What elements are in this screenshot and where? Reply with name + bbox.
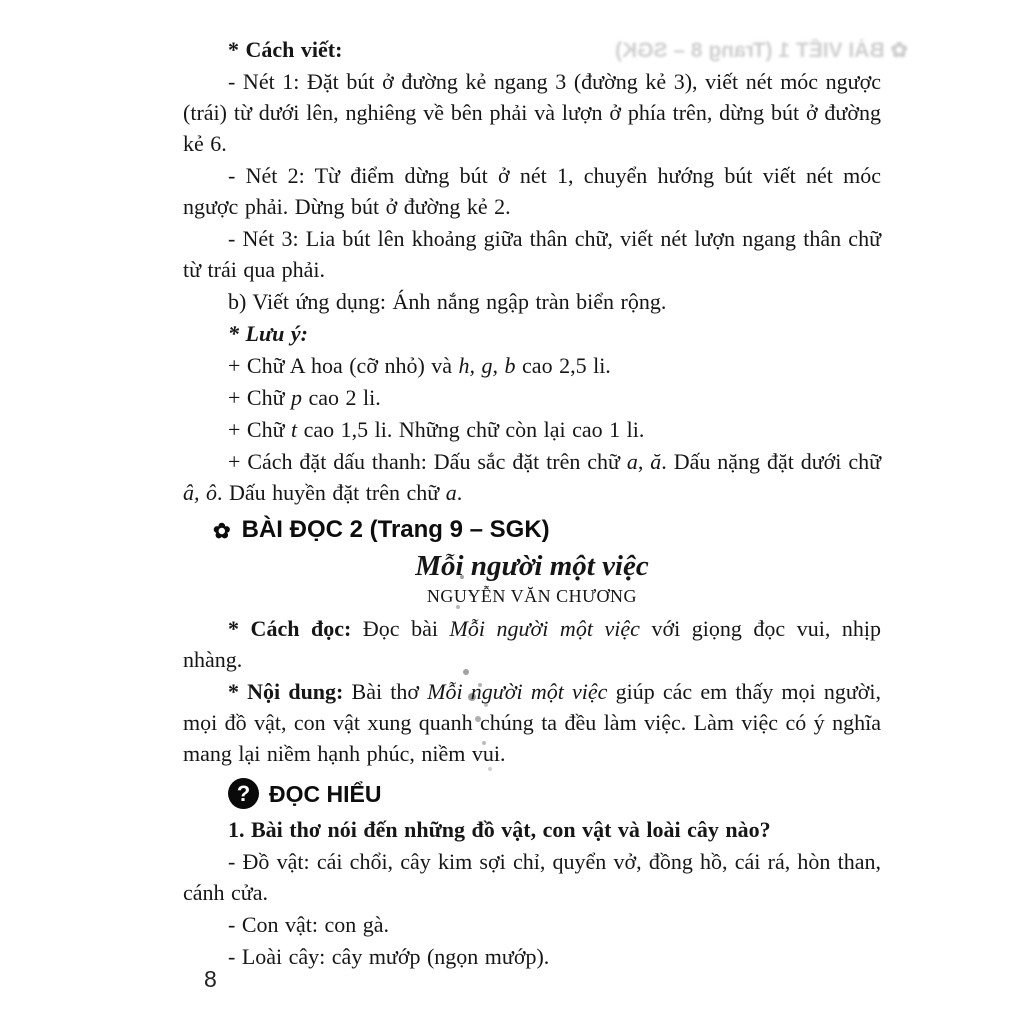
note-item-3: + Chữ t cao 1,5 li. Những chữ còn lại cao 1 li.: [228, 417, 645, 442]
note-item-4: + Cách đặt dấu thanh: Dấu sắc đặt trên chữ a, ă. Dấu nặng đặt dưới chữ â, ô. Dấu huyền đặt trên chữ a.: [183, 449, 882, 505]
paragraph-cach-doc: * Cách đọc: Đọc bài Mỗi người một việc với giọng đọc vui, nhịp nhàng.: [183, 616, 882, 672]
page-content: [183, 34, 881, 973]
paragraph-net-2: - Nét 2: Từ điểm dừng bút ở nét 1, chuyển hướng bút viết nét móc ngược phải. Dừng bút ở đường kẻ 2.: [183, 163, 881, 219]
note-item-2: + Chữ p cao 2 li.: [228, 385, 381, 410]
page-number: 8: [204, 966, 217, 992]
answer-do-vat: - Đồ vật: cái chổi, cây kim sợi chỉ, quyển vở, đồng hồ, cái rá, hòn than, cánh cửa.: [183, 849, 881, 905]
question-1: 1. Bài thơ nói đến những đồ vật, con vật và loài cây nào?: [228, 817, 771, 842]
note-item-1: + Chữ A hoa (cỡ nhỏ) và h, g, b cao 2,5 li.: [228, 353, 611, 378]
flower-icon: ✿: [213, 519, 231, 543]
paragraph-viet-ung-dung: b) Viết ứng dụng: Ánh nắng ngập tràn biển rộng.: [228, 289, 667, 314]
doc-hieu-label: ĐỌC HIỂU: [269, 780, 382, 807]
paragraph-luu-y-heading: * Lưu ý:: [228, 321, 308, 346]
section-heading-bai-doc-2: [213, 515, 881, 545]
answer-loai-cay: - Loài cây: cây mướp (ngọn mướp).: [228, 944, 550, 969]
section-title: BÀI ĐỌC 2 (Trang 9 – SGK): [241, 516, 550, 543]
answer-con-vat: - Con vật: con gà.: [228, 912, 390, 937]
question-mark-icon: ?: [228, 778, 259, 809]
poem-title: Mỗi người một việc: [415, 550, 649, 582]
paragraph-net-1: - Nét 1: Đặt bút ở đường kẻ ngang 3 (đường kẻ 3), viết nét móc ngược (trái) từ dưới lên, nghiêng về bên phải và lượn ở phía trên, dừng bút ở đường kẻ 6.: [183, 69, 881, 156]
paragraph-noi-dung: * Nội dung: Bài thơ Mỗi người một việc giúp các em thấy mọi người, mọi đồ vật, con vật xung quanh chúng ta đều làm việc. Làm việc có ý nghĩa mang lại niềm hạnh phúc, niềm vui.: [183, 679, 881, 766]
bleedthrough-text: ✿ BÀI VIẾT 1 (Trang 8 – SGK): [615, 39, 908, 62]
section-heading-doc-hieu: [228, 778, 881, 809]
poem-author: NGUYỄN VĂN CHƯƠNG: [426, 586, 638, 606]
paragraph-net-3: - Nét 3: Lia bút lên khoảng giữa thân chữ, viết nét lượn ngang thân chữ từ trái qua phải.: [183, 226, 881, 282]
paragraph-cach-viet-heading: * Cách viết:: [228, 37, 343, 62]
